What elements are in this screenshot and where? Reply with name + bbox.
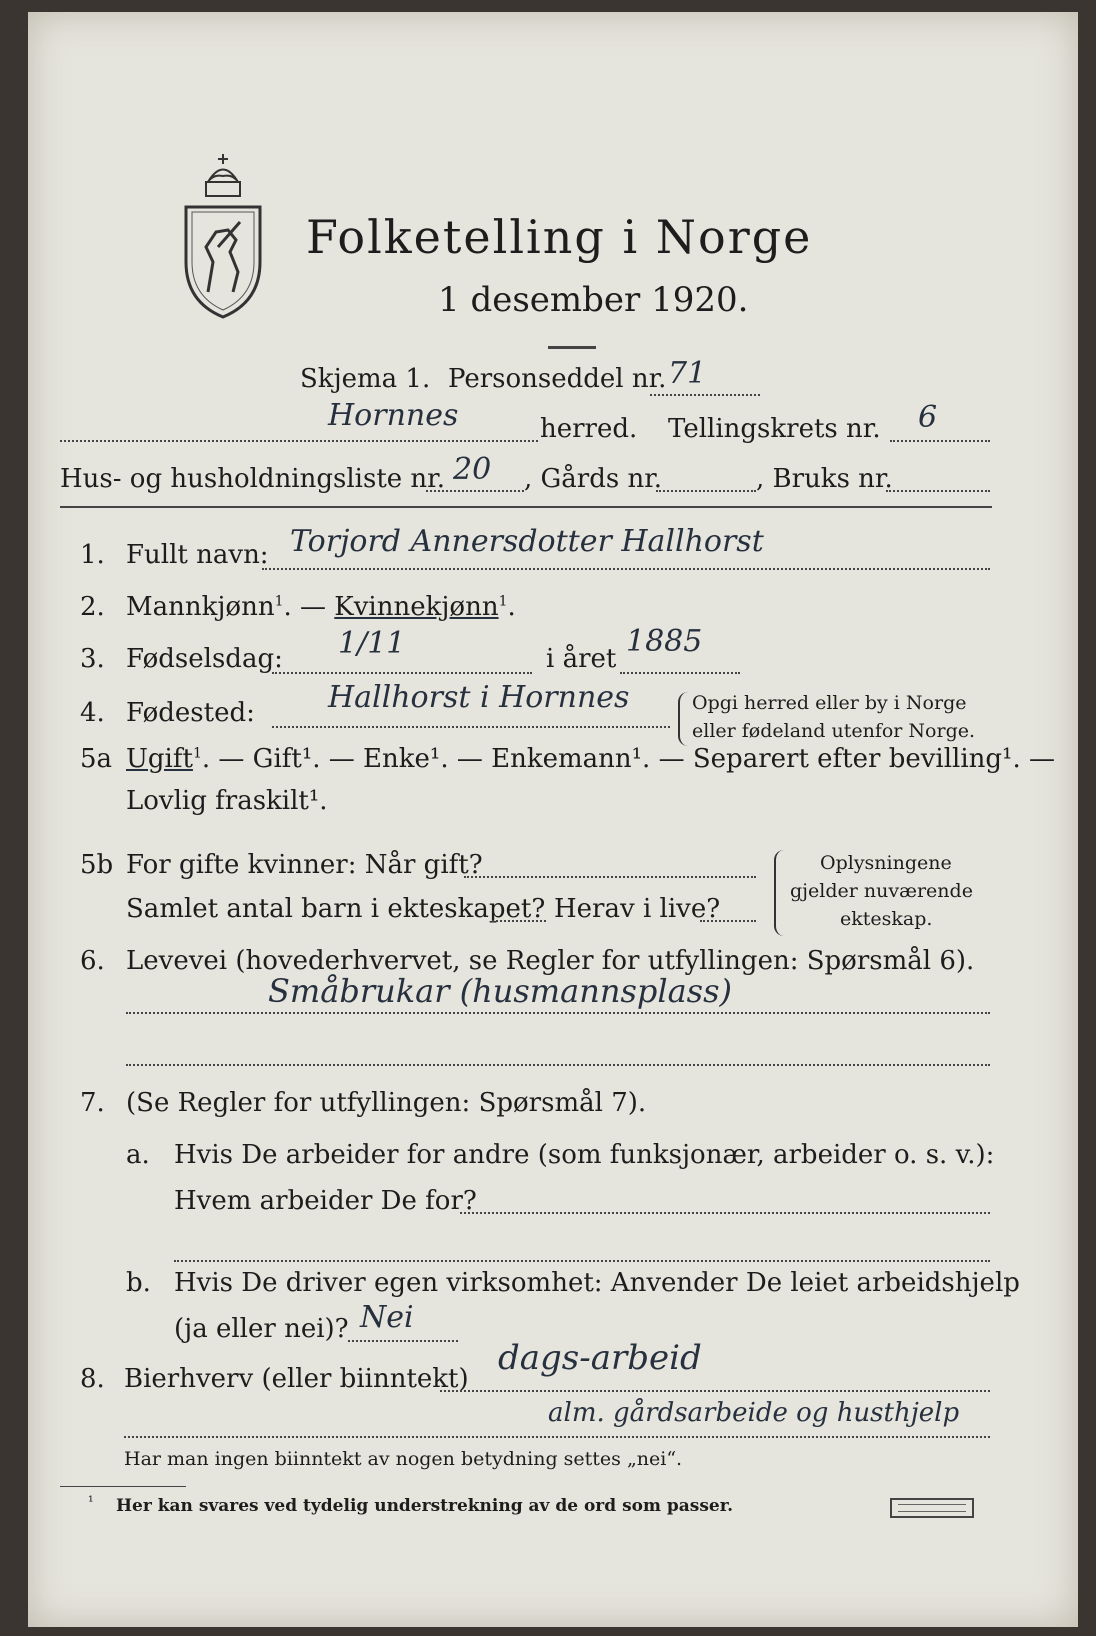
q5b-alive-label: Herav i live?: [554, 894, 721, 924]
q5a-other-options[interactable]: . — Gift¹. — Enke¹. — Enkemann¹. — Separert efter bevilling¹. —: [201, 744, 1056, 774]
q5b-number: 5b: [80, 850, 114, 880]
q7b-answer-line: [348, 1340, 458, 1342]
hus-value[interactable]: 20: [453, 452, 492, 487]
q6-line1: [126, 1012, 990, 1014]
q5b-married-line: [464, 876, 756, 878]
q6-line2: [126, 1064, 990, 1066]
q5a-line: [126, 744, 1055, 774]
header-divider: [60, 506, 992, 508]
q4-number: 4.: [80, 698, 105, 728]
gards-label: , Gårds nr.: [524, 464, 663, 494]
q2-male-footnote: 1: [274, 593, 284, 610]
q5b-children-label: Samlet antal barn i ekteskapet?: [126, 894, 546, 924]
q5a-line2[interactable]: Lovlig fraskilt¹.: [126, 786, 328, 816]
q2-end: .: [507, 592, 516, 622]
footnote-mark: ¹: [88, 1494, 94, 1510]
q3-label: Fødselsdag:: [126, 644, 283, 674]
q2-number: 2.: [80, 592, 105, 622]
q2-separator: . —: [283, 592, 327, 622]
q5a-ugift-option[interactable]: Ugift: [126, 744, 193, 774]
q5b-note-line3: ekteskap.: [840, 908, 933, 930]
personseddel-line: [650, 394, 760, 396]
q1-line: [262, 568, 990, 570]
q3-year-value[interactable]: 1885: [626, 624, 703, 659]
q5b-note-line1: Oplysningene: [820, 852, 952, 874]
q4-label: Fødested:: [126, 698, 255, 728]
q8-line1: [440, 1390, 990, 1392]
q5b-brace: [774, 850, 786, 936]
hus-line: [426, 490, 524, 492]
q8-note: Har man ingen biinntekt av nogen betydning settes „nei“.: [124, 1448, 683, 1470]
q5b-label: For gifte kvinner: Når gift?: [126, 850, 483, 880]
herred-line: [60, 440, 538, 442]
q7a-label: Hvis De arbeider for andre (som funksjonær, arbeider o. s. v.):: [174, 1140, 995, 1170]
q8-line2: [124, 1436, 990, 1438]
q4-line: [272, 726, 670, 728]
hus-label: Hus- og husholdningsliste nr.: [60, 464, 446, 494]
q3-line: [272, 672, 532, 674]
footnote-text: Her kan svares ved tydelig understrekning av de ord som passer.: [116, 1496, 734, 1516]
coat-of-arms-icon: [178, 152, 268, 322]
herred-label: herred.: [540, 414, 638, 444]
tellingskrets-value[interactable]: 6: [918, 400, 938, 435]
q1-number: 1.: [80, 540, 105, 570]
q3-year-line: [620, 672, 740, 674]
q5a-ugift-footnote: 1: [192, 745, 202, 762]
q3-birthday-value[interactable]: 1/11: [338, 626, 406, 661]
q7b-label: Hvis De driver egen virksomhet: Anvender De leiet arbeidshjelp: [174, 1268, 1020, 1298]
q7b-answer-label: (ja eller nei)?: [174, 1314, 349, 1344]
gards-line: [656, 490, 756, 492]
schema-label: Skjema 1.: [300, 364, 431, 394]
q7b-letter: b.: [126, 1268, 151, 1298]
q5b-note-line2: gjelder nuværende: [790, 880, 973, 902]
q7a-employer-line2: [174, 1260, 990, 1262]
q6-number: 6.: [80, 946, 105, 976]
q8-side-income-value2[interactable]: alm. gårdsarbeide og husthjelp: [548, 1398, 960, 1428]
q7a-employer-label: Hvem arbeider De for?: [174, 1186, 477, 1216]
title-divider: [548, 346, 596, 349]
printer-stamp-icon: [890, 1498, 974, 1518]
census-form: [28, 12, 1078, 1627]
q2-female-option[interactable]: Kvinnekjønn: [334, 592, 499, 622]
q3-number: 3.: [80, 644, 105, 674]
q8-label: Bierhverv (eller biinntekt): [124, 1364, 469, 1394]
q2-line: [126, 592, 516, 622]
q8-side-income-value1[interactable]: dags-arbeid: [498, 1338, 702, 1378]
q1-label: Fullt navn:: [126, 540, 269, 570]
bruks-line: [886, 490, 990, 492]
bruks-label: , Bruks nr.: [756, 464, 893, 494]
q2-male-option[interactable]: Mannkjønn: [126, 592, 275, 622]
herred-value[interactable]: Hornnes: [328, 398, 459, 433]
form-title: Folketelling i Norge: [306, 210, 813, 264]
census-date: 1 desember 1920.: [438, 280, 749, 320]
q4-note-line1: Opgi herred eller by i Norge: [692, 692, 967, 714]
q4-note-line2: eller fødeland utenfor Norge.: [692, 720, 976, 742]
q5b-children-line: [492, 920, 546, 922]
q7b-answer-value[interactable]: Nei: [360, 1300, 414, 1335]
q8-number: 8.: [80, 1364, 105, 1394]
personseddel-label: Personseddel nr.: [448, 364, 667, 394]
q7-number: 7.: [80, 1088, 105, 1118]
q6-occupation-value[interactable]: Småbrukar (husmannsplass): [268, 972, 732, 1010]
q3-year-label: i året: [546, 644, 617, 674]
q7a-employer-line: [460, 1212, 990, 1214]
personseddel-value[interactable]: 71: [668, 356, 707, 391]
q4-brace: [678, 692, 688, 746]
q5a-number: 5a: [80, 744, 113, 774]
q7a-letter: a.: [126, 1140, 150, 1170]
q7-label: (Se Regler for utfyllingen: Spørsmål 7).: [126, 1088, 647, 1118]
q1-full-name-value[interactable]: Torjord Annersdotter Hallhorst: [290, 524, 764, 559]
q6-label: Levevei (hovederhvervet, se Regler for utfyllingen: Spørsmål 6).: [126, 946, 975, 976]
q2-female-footnote: 1: [498, 593, 508, 610]
footnote-divider: [60, 1486, 186, 1487]
q4-birthplace-value[interactable]: Hallhorst i Hornnes: [328, 680, 630, 715]
q5b-alive-line: [700, 920, 756, 922]
tellingskrets-label: Tellingskrets nr.: [668, 414, 881, 444]
tellingskrets-line: [890, 440, 990, 442]
